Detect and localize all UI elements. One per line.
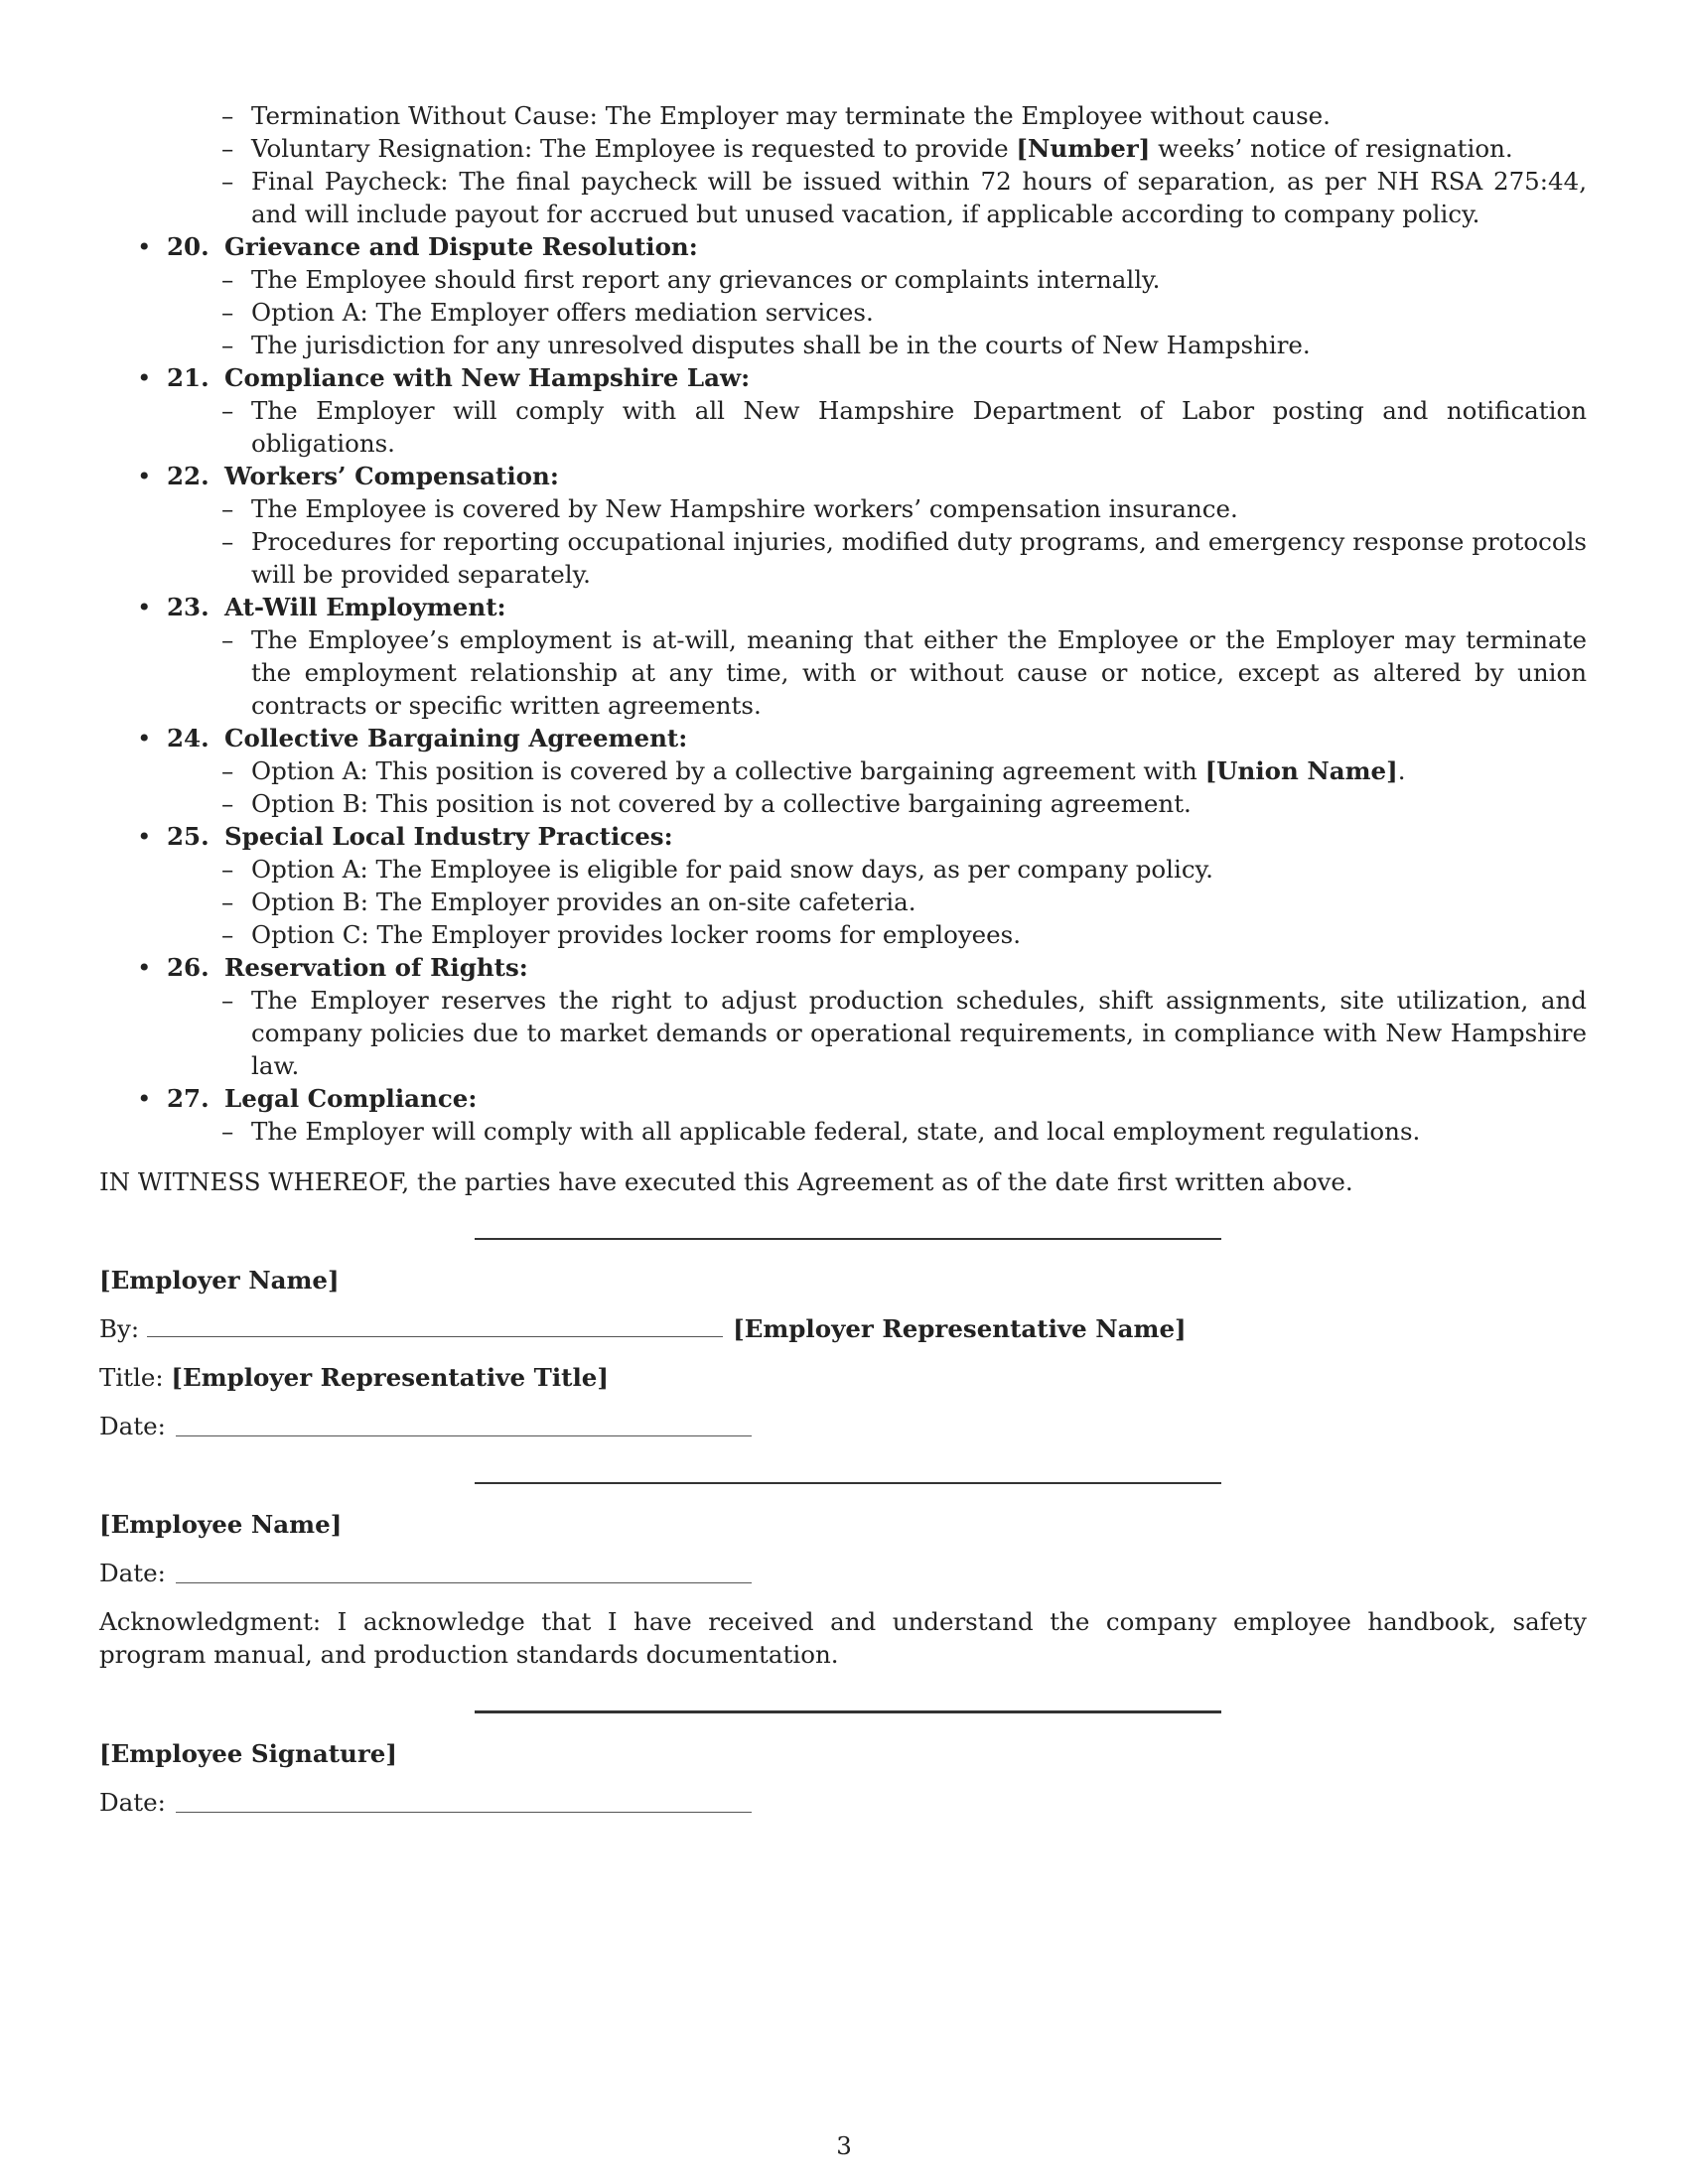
sub-item-text (251, 331, 1311, 359)
sub-item-list (221, 99, 1587, 230)
dash-marker: – (221, 265, 234, 294)
dash-marker: – (221, 625, 234, 654)
placeholder-field: [Number] (1016, 134, 1151, 163)
text-run: The Employee’s employment is at-will, meaning that either the Employee or the Employer may terminate the employment relationship at any time, with or without cause or notice, except as altered by union contracts or specific written agreements. (251, 625, 1587, 720)
sub-item (221, 99, 1587, 132)
section-item (99, 460, 1587, 591)
section-heading: Legal Compliance: (224, 1084, 478, 1113)
section-item (99, 1082, 1587, 1148)
by-signature-blank (147, 1335, 723, 1337)
employee-name: [Employee Name] (99, 1510, 343, 1539)
sub-item (221, 525, 1587, 591)
bullet-marker: • (137, 363, 152, 392)
text-run: The Employee is covered by New Hampshire workers’ compensation insurance. (251, 494, 1238, 523)
dash-marker: – (221, 101, 234, 130)
section-number: 20. (167, 232, 210, 261)
sub-item (221, 853, 1587, 886)
text-run: Termination Without Cause: The Employer may terminate the Employee without cause. (251, 101, 1331, 130)
sub-item-text (251, 134, 1513, 163)
sub-item (221, 165, 1587, 230)
placeholder-field: [Union Name] (1204, 756, 1398, 785)
text-run: Option A: The Employer offers mediation services. (251, 298, 874, 327)
text-run: weeks’ notice of resignation. (1150, 134, 1513, 163)
sub-item-text (251, 1117, 1420, 1146)
section-heading: Reservation of Rights: (224, 953, 528, 982)
text-run: The Employee should first report any grievances or complaints internally. (251, 265, 1161, 294)
bullet-marker: • (137, 953, 152, 982)
section-heading: At-Will Employment: (224, 593, 506, 621)
text-run: Option A: This position is covered by a collective bargaining agreement with (251, 756, 1205, 785)
sub-item-list (221, 1115, 1587, 1148)
section-heading: Collective Bargaining Agreement: (224, 724, 688, 752)
bullet-marker: • (137, 724, 152, 752)
sub-item-text (251, 527, 1587, 589)
dash-marker: – (221, 1117, 234, 1146)
employer-name: [Employer Name] (99, 1266, 340, 1295)
sub-item (221, 787, 1587, 820)
employer-rep-name: [Employer Representative Name] (733, 1314, 1187, 1343)
sub-item (221, 394, 1587, 460)
text-run: Final Paycheck: The final paycheck will be issued within 72 hours of separation, as per NH RSA 275:44, and will include payout for accrued but unused vacation, if applicable according to company policy. (251, 167, 1587, 228)
section-number: 24. (167, 724, 210, 752)
signature-line-employer (475, 1238, 1221, 1240)
dash-marker: – (221, 527, 234, 556)
sub-item (221, 329, 1587, 361)
text-run: Procedures for reporting occupational injuries, modified duty programs, and emergency response protocols will be provided separately. (251, 527, 1587, 589)
text-run: . (1397, 756, 1406, 785)
sub-item-text (251, 789, 1192, 818)
by-label: By: (99, 1314, 140, 1343)
text-run: The Employer will comply with all New Hampshire Department of Labor posting and notification obligations. (251, 396, 1587, 458)
sub-item-list (221, 492, 1587, 591)
sub-item-text (251, 625, 1587, 720)
date-label: Date: (99, 1788, 166, 1817)
section-number: 27. (167, 1084, 210, 1113)
text-run: The jurisdiction for any unresolved disputes shall be in the courts of New Hampshire. (251, 331, 1311, 359)
bullet-marker: • (137, 593, 152, 621)
employee-signature-date-row (99, 1786, 1587, 1819)
date-label: Date: (99, 1559, 166, 1587)
text-run: Option A: The Employee is eligible for paid snow days, as per company policy. (251, 855, 1213, 884)
sub-item (221, 296, 1587, 329)
dash-marker: – (221, 920, 234, 949)
dash-marker: – (221, 494, 234, 523)
sub-item-text (251, 396, 1587, 458)
section-heading: Grievance and Dispute Resolution: (224, 232, 698, 261)
employee-block (99, 1508, 1587, 1589)
section-number: 21. (167, 363, 210, 392)
sub-item-list (221, 754, 1587, 820)
title-label: Title: (99, 1363, 164, 1392)
sub-item-list (221, 853, 1587, 951)
dash-marker: – (221, 298, 234, 327)
sub-item (221, 492, 1587, 525)
employer-rep-title: [Employer Representative Title] (171, 1363, 609, 1392)
bullet-marker: • (137, 232, 152, 261)
signature-line-acknowledgment (475, 1710, 1221, 1713)
section-heading: Special Local Industry Practices: (224, 822, 673, 851)
dash-marker: – (221, 134, 234, 163)
date-blank (176, 1811, 752, 1813)
sub-item (221, 623, 1587, 722)
sub-item (221, 754, 1587, 787)
section-item (99, 722, 1587, 820)
section-item (99, 951, 1587, 1082)
dash-marker: – (221, 331, 234, 359)
dash-marker: – (221, 396, 234, 425)
sub-item-text (251, 494, 1238, 523)
bullet-marker: • (137, 1084, 152, 1113)
section-item (99, 591, 1587, 722)
text-run: The Employer will comply with all applicable federal, state, and local employment regulations. (251, 1117, 1421, 1146)
section-heading: Compliance with New Hampshire Law: (224, 363, 751, 392)
sub-item-text (251, 986, 1587, 1080)
signature-line-employee (475, 1482, 1221, 1484)
section-item (99, 820, 1587, 951)
employer-signature-block (99, 1264, 1587, 1442)
section-number: 25. (167, 822, 210, 851)
sub-item-text (251, 167, 1587, 228)
dash-marker: – (221, 887, 234, 916)
sub-item-list (221, 394, 1587, 460)
text-run: Option C: The Employer provides locker rooms for employees. (251, 920, 1022, 949)
dash-marker: – (221, 789, 234, 818)
section-item-continued (99, 99, 1587, 230)
sub-item (221, 1115, 1587, 1148)
date-blank (176, 1434, 752, 1436)
dash-marker: – (221, 855, 234, 884)
sub-item-list (221, 623, 1587, 722)
dash-marker: – (221, 167, 234, 196)
section-number: 26. (167, 953, 210, 982)
section-list (99, 99, 1587, 1148)
text-run: Option B: This position is not covered by a collective bargaining agreement. (251, 789, 1192, 818)
dash-marker: – (221, 986, 234, 1015)
employer-date-row (99, 1410, 1587, 1442)
employee-signature-block (99, 1737, 1587, 1819)
text-run: Option B: The Employer provides an on-site cafeteria. (251, 887, 916, 916)
sub-item-text (251, 756, 1406, 785)
document-body (99, 99, 1587, 1819)
text-run: The Employer reserves the right to adjust production schedules, shift assignments, site utilization, and company policies due to market demands or operational requirements, in compliance with New Hampshire law. (251, 986, 1587, 1080)
date-label: Date: (99, 1412, 166, 1440)
section-number: 22. (167, 462, 210, 490)
sub-item (221, 918, 1587, 951)
sub-item-text (251, 855, 1213, 884)
text-run: Voluntary Resignation: The Employee is requested to provide (251, 134, 1017, 163)
employee-signature-name: [Employee Signature] (99, 1739, 397, 1768)
sub-item-text (251, 101, 1331, 130)
dash-marker: – (221, 756, 234, 785)
sub-item-text (251, 265, 1160, 294)
sub-item (221, 132, 1587, 165)
employer-title-row (99, 1361, 1587, 1394)
page-number: 3 (836, 2131, 852, 2160)
sub-item (221, 984, 1587, 1082)
employer-by-row (99, 1312, 1587, 1345)
sub-item-text (251, 887, 916, 916)
bullet-marker: • (137, 462, 152, 490)
employee-date-row (99, 1557, 1587, 1589)
sub-item-text (251, 298, 874, 327)
sub-item-list (221, 263, 1587, 361)
witness-clause: IN WITNESS WHEREOF, the parties have executed this Agreement as of the date first written above. (99, 1167, 1353, 1196)
section-item (99, 361, 1587, 460)
section-item (99, 230, 1587, 361)
bullet-marker: • (137, 822, 152, 851)
sub-item-list (221, 984, 1587, 1082)
date-blank (176, 1581, 752, 1583)
section-number: 23. (167, 593, 210, 621)
section-heading: Workers’ Compensation: (224, 462, 559, 490)
sub-item (221, 886, 1587, 918)
sub-item-text (251, 920, 1021, 949)
sub-item (221, 263, 1587, 296)
acknowledgment-text: Acknowledgment: I acknowledge that I have received and understand the company employee handbook, safety program manual, and production standards documentation. (99, 1607, 1587, 1669)
